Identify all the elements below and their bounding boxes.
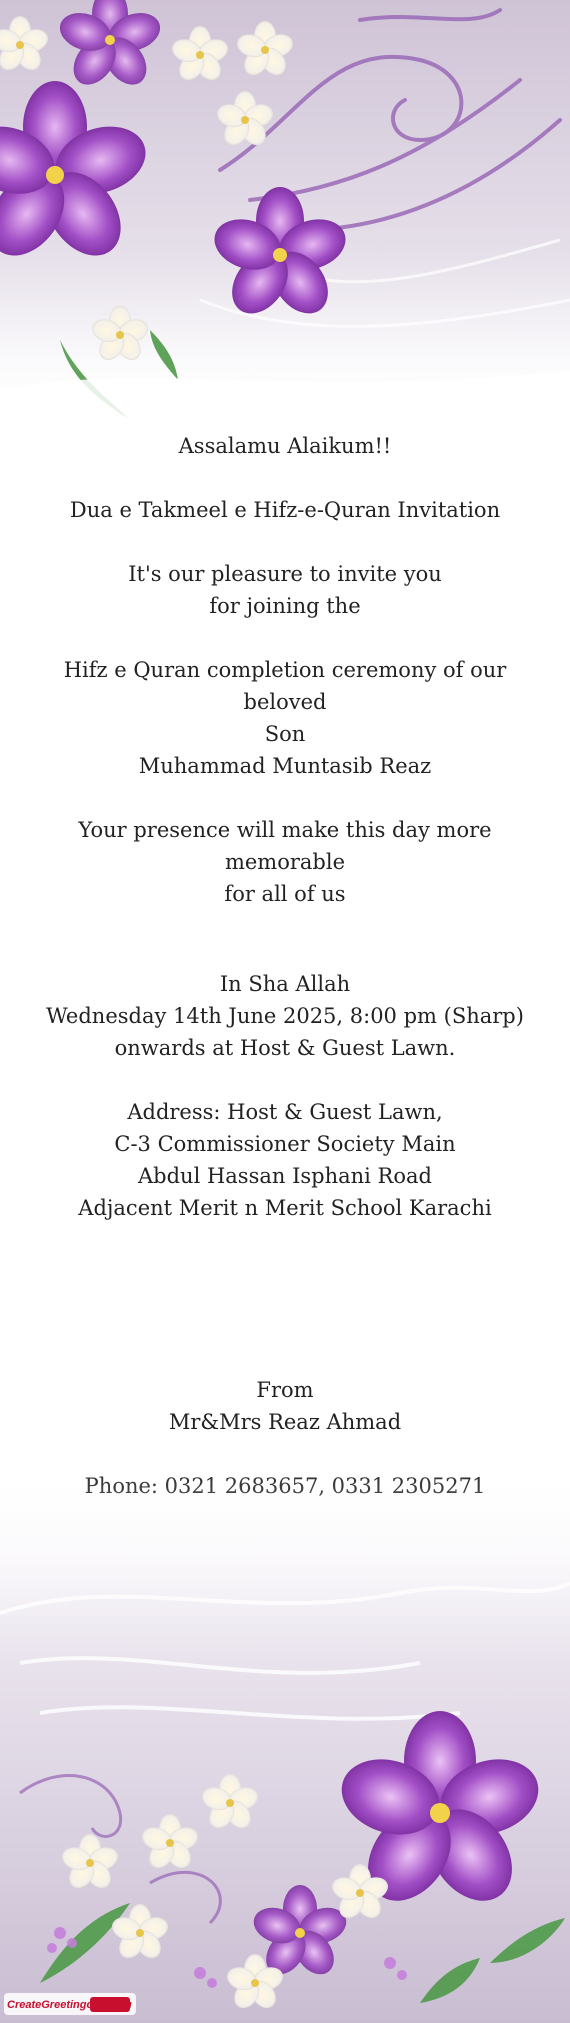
invitation-text: [30, 430, 540, 1502]
invitation-title: Dua e Takmeel e Hifz-e-Quran Invitation: [69, 498, 501, 522]
ceremony-name: Muhammad Muntasib Reaz: [138, 754, 432, 778]
insha-allah: In Sha Allah: [219, 972, 351, 996]
address-line-1: Address: Host & Guest Lawn,: [127, 1100, 443, 1124]
address-line-4: Adjacent Merit n Merit School Karachi: [78, 1196, 492, 1220]
presence-line-1: Your presence will make this day more memorable: [78, 818, 492, 874]
pleasure-line-1: It's our pleasure to invite you: [128, 562, 442, 586]
from-name: Mr&Mrs Reaz Ahmad: [168, 1410, 402, 1434]
top-floral-decoration: [0, 0, 570, 430]
greeting: Assalamu Alaikum!!: [178, 434, 392, 458]
bottom-floral-decoration: [0, 1463, 570, 2023]
venue-line: onwards at Host & Guest Lawn.: [114, 1036, 456, 1060]
address-line-2: C-3 Commissioner Society Main: [114, 1132, 456, 1156]
ceremony-line-1: Hifz e Quran completion ceremony of our beloved: [63, 658, 507, 714]
svg-text:CreateGreetingcards.eu: CreateGreetingcards.eu: [7, 1999, 132, 2011]
address-line-3: Abdul Hassan Isphani Road: [138, 1164, 432, 1188]
createGreetingcards-logo: [4, 1991, 136, 2017]
from-label: From: [256, 1378, 314, 1402]
date-line: Wednesday 14th June 2025, 8:00 pm (Sharp): [46, 1004, 524, 1028]
presence-line-2: for all of us: [224, 882, 346, 906]
ceremony-line-2: Son: [264, 722, 306, 746]
pleasure-line-2: for joining the: [209, 594, 361, 618]
